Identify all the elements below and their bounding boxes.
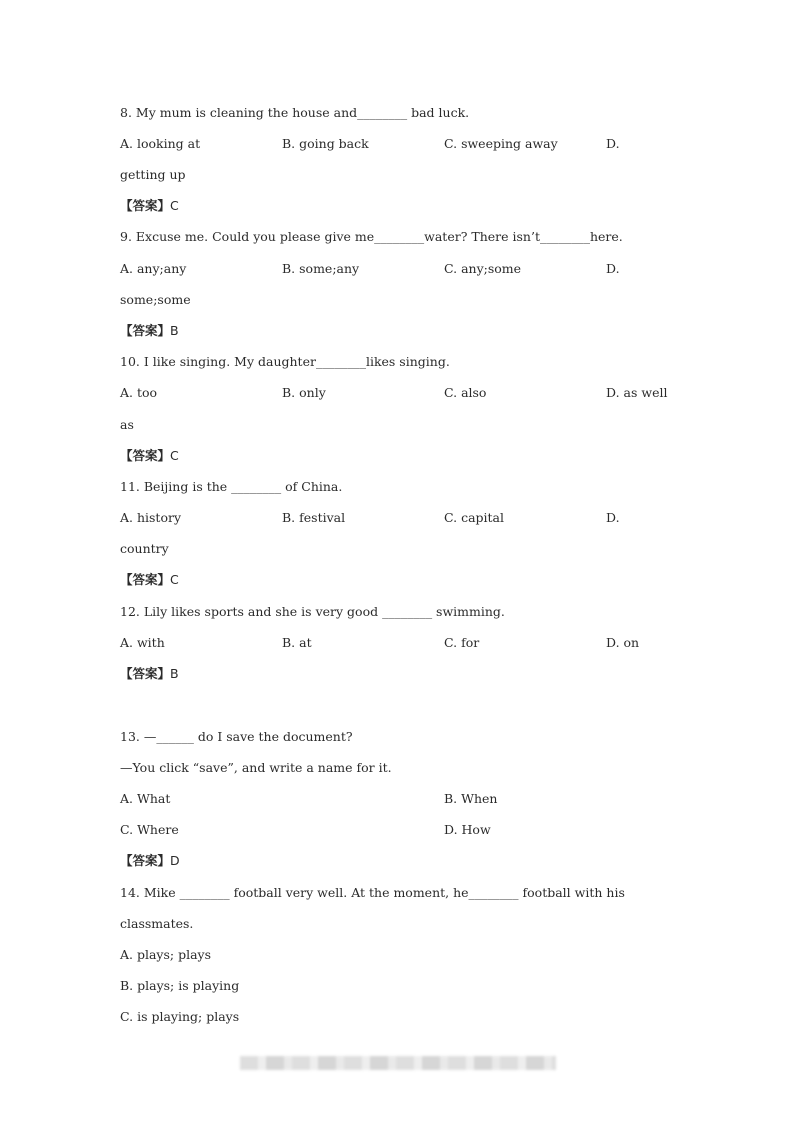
q11-option-d: D. <box>606 510 620 525</box>
q14-stem-continued: classmates. <box>120 916 194 931</box>
q14-option-c: C. is playing; plays <box>120 1009 240 1024</box>
q9-stem: 9. Excuse me. Could you please give me________water? There isn’t________here. <box>120 229 623 244</box>
blurred-footer-watermark <box>240 1056 556 1070</box>
q8-option-d: D. <box>606 136 620 151</box>
q13-stem: 13. —______ do I save the document? <box>120 729 353 744</box>
q11-answer <box>120 572 179 588</box>
q9-option-a: A. any;any <box>120 261 187 276</box>
q8-stem: 8. My mum is cleaning the house and________ bad luck. <box>120 105 470 120</box>
answer-label: 【答案】 <box>120 853 171 868</box>
q10-option-a: A. too <box>120 385 158 400</box>
q13-answer <box>120 853 180 869</box>
answer-label: 【答案】 <box>120 572 171 587</box>
answer-value: C <box>170 572 179 587</box>
answer-value: B <box>170 323 179 338</box>
answer-value: C <box>170 448 179 463</box>
answer-value: B <box>170 666 179 681</box>
q10-answer <box>120 448 179 464</box>
q9-option-b: B. some;any <box>282 261 360 276</box>
q12-option-d: D. on <box>606 635 640 650</box>
q8-option-b: B. going back <box>282 136 369 151</box>
q14-option-a: A. plays; plays <box>120 947 212 962</box>
answer-label: 【答案】 <box>120 198 171 213</box>
q14-option-b: B. plays; is playing <box>120 978 240 993</box>
q13-option-c: C. Where <box>120 822 179 837</box>
q12-stem: 12. Lily likes sports and she is very good ________ swimming. <box>120 604 505 619</box>
q10-option-c: C. also <box>444 385 487 400</box>
q12-option-a: A. with <box>120 635 165 650</box>
q11-option-c: C. capital <box>444 510 504 525</box>
q10-option-d-wrap: as <box>120 417 134 432</box>
q10-option-d: D. as well <box>606 385 668 400</box>
answer-value: D <box>170 853 180 868</box>
q14-stem: 14. Mike ________ football very well. At the moment, he________ football with his <box>120 885 625 900</box>
q11-stem: 11. Beijing is the ________ of China. <box>120 479 343 494</box>
q8-option-d-wrap: getting up <box>120 167 186 182</box>
q11-option-a: A. history <box>120 510 182 525</box>
q8-option-a: A. looking at <box>120 136 201 151</box>
q13-option-a: A. What <box>120 791 171 806</box>
q11-option-d-wrap: country <box>120 541 169 556</box>
q12-option-c: C. for <box>444 635 480 650</box>
q10-stem: 10. I like singing. My daughter________likes singing. <box>120 354 450 369</box>
q12-option-b: B. at <box>282 635 312 650</box>
q10-option-b: B. only <box>282 385 326 400</box>
q13-stem-reply: —You click “save”, and write a name for it. <box>120 760 392 775</box>
q11-option-b: B. festival <box>282 510 346 525</box>
answer-label: 【答案】 <box>120 323 171 338</box>
q13-option-b: B. When <box>444 791 498 806</box>
q8-option-c: C. sweeping away <box>444 136 558 151</box>
q9-option-d: D. <box>606 261 620 276</box>
answer-label: 【答案】 <box>120 666 171 681</box>
q13-option-d: D. How <box>444 822 491 837</box>
q9-option-d-wrap: some;some <box>120 292 191 307</box>
q8-answer <box>120 198 179 214</box>
answer-label: 【答案】 <box>120 448 171 463</box>
q9-option-c: C. any;some <box>444 261 522 276</box>
q12-answer <box>120 666 179 682</box>
q9-answer <box>120 323 179 339</box>
answer-value: C <box>170 198 179 213</box>
